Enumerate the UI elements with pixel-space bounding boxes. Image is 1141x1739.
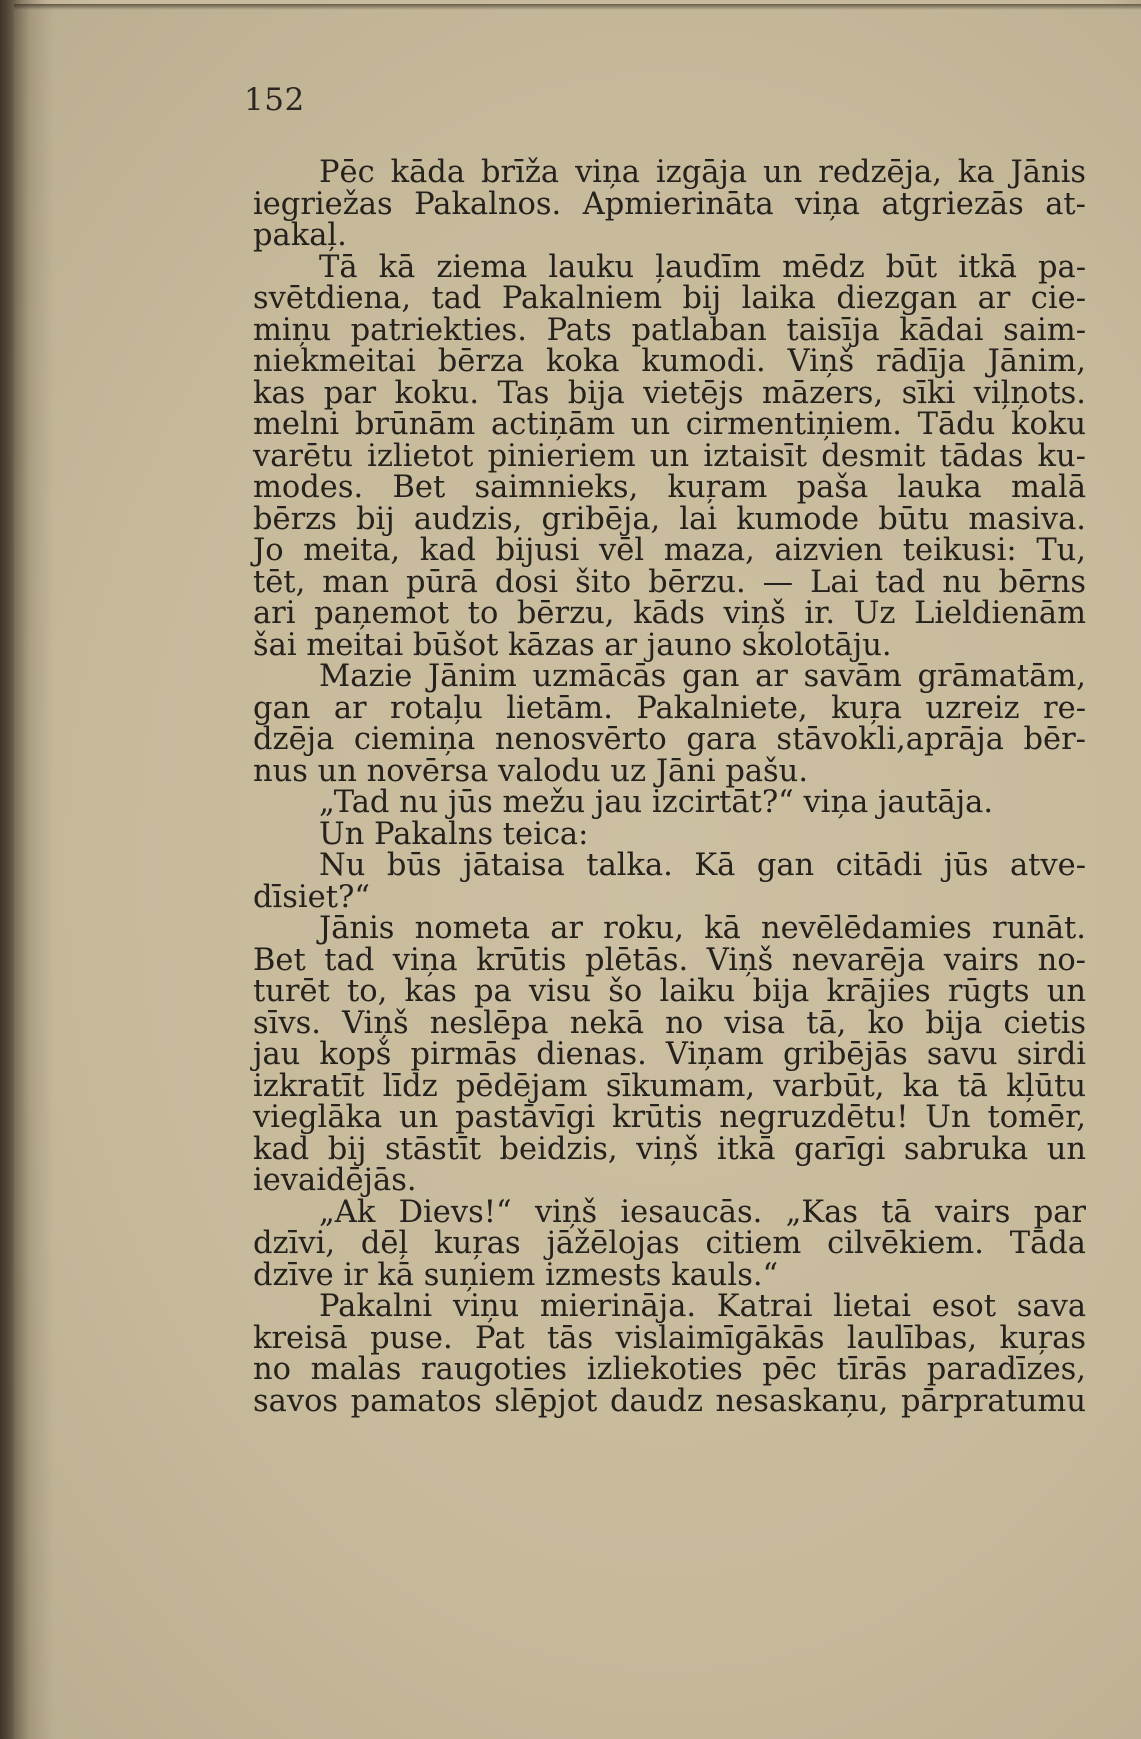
text-line: gan ar rotaļu lietām. Pakalniete, kuŗa uzreiz re- <box>253 690 1086 726</box>
text-line: kad bij stāstīt beidzis, viņš itkā garīgi sabruka un <box>253 1131 1086 1167</box>
text-line: jau kopš pirmās dienas. Viņam gribējās savu sirdi <box>253 1037 1086 1072</box>
text-line: nus un novērsa valodu uz Jāni pašu. <box>253 753 809 789</box>
text-line: Un Pakalns teica: <box>319 816 589 852</box>
text-line: ievaidējās. <box>253 1163 417 1198</box>
text-line: varētu izlietot pinieriem un iztaisīt desmit tādas ku- <box>253 438 1086 474</box>
text-line: pakaļ. <box>253 218 347 253</box>
text-line: niekmeitai bērza koka kumodi. Viņš rādīja Jānim, <box>253 344 1086 379</box>
text-line: Mazie Jānim uzmācās gan ar savām grāmatām, <box>319 659 1086 694</box>
text-line: izkratīt līdz pēdējam sīkumam, varbūt, ka tā kļūtu <box>253 1068 1086 1104</box>
text-line: dzēja ciemiņa nenosvērto gara stāvokli,aprāja bēr- <box>253 722 1086 757</box>
page-number: 152 <box>244 82 305 118</box>
text-line: „Ak Dievs!“ viņš iesaucās. „Kas tā vairs par <box>319 1194 1086 1230</box>
text-line: Nu būs jātaisa talka. Kā gan citādi jūs atve- <box>319 848 1086 883</box>
text-line: Jānis nometa ar roku, kā nevēlēdamies runāt. <box>319 911 1086 946</box>
text-line: dīsiet?“ <box>253 879 370 915</box>
text-line: dzīvi, dēļ kuŗas jāžēlojas citiem cilvēkiem. Tāda <box>253 1226 1086 1261</box>
page-top-edge <box>14 4 1141 10</box>
text-line: savos pamatos slēpjot daudz nesaskaņu, pārpratumu <box>253 1383 1086 1419</box>
text-line: kas par koku. Tas bija vietējs māzers, sīki viļņots. <box>253 375 1086 411</box>
text-line: ari paņemot to bērzu, kāds viņš ir. Uz Lieldienām <box>253 596 1086 631</box>
text-line: Tā kā ziema lauku ļaudīm mēdz būt itkā pa- <box>319 249 1086 285</box>
text-line: dzīve ir kā suņiem izmests kauls.“ <box>253 1257 779 1293</box>
text-line: vieglāka un pastāvīgi krūtis negruzdētu! Un tomēr, <box>253 1100 1086 1135</box>
text-line: miņu patriekties. Pats patlaban taisīja kādai saim- <box>253 312 1086 348</box>
text-line: no malas raugoties izliekoties pēc tīrās paradīzes, <box>253 1352 1086 1387</box>
text-line: Pēc kāda brīža viņa izgāja un redzēja, ka Jānis <box>319 155 1086 190</box>
text-line: Jo meita, kad bijusi vēl maza, aizvien teikusi: Tu, <box>253 533 1086 568</box>
page-gutter-shadow <box>14 4 54 1739</box>
text-line: svētdiena, tad Pakalniem bij laika diezgan ar cie- <box>253 281 1086 316</box>
text-line: iegriežas Pakalnos. Apmierināta viņa atgriezās at- <box>253 186 1086 222</box>
text-line: modes. Bet saimnieks, kuŗam paša lauka malā <box>253 470 1086 505</box>
text-line: šai meitai būšot kāzas ar jauno skolotāju. <box>253 627 892 663</box>
text-line: melni brūnām actiņām un cirmentiņiem. Tādu koku <box>253 407 1086 442</box>
text-line: „Tad nu jūs mežu jau izcirtāt?“ viņa jautāja. <box>319 785 994 820</box>
text-line: Bet tad viņa krūtis plētās. Viņš nevarēja vairs no- <box>253 942 1086 978</box>
text-line: turēt to, kas pa visu šo laiku bija krājies rūgts un <box>253 974 1086 1009</box>
text-line: bērzs bij audzis, gribēja, lai kumode būtu masiva. <box>253 501 1086 537</box>
text-line: sīvs. Viņš neslēpa nekā no visa tā, ko bija cietis <box>253 1005 1086 1041</box>
text-line: Pakalni viņu mierināja. Katrai lietai esot sava <box>319 1289 1086 1324</box>
text-line: tēt, man pūrā dosi šito bērzu. — Lai tad nu bērns <box>253 564 1086 600</box>
text-line: kreisā puse. Pat tās vislaimīgākās laulības, kuŗas <box>253 1320 1086 1356</box>
